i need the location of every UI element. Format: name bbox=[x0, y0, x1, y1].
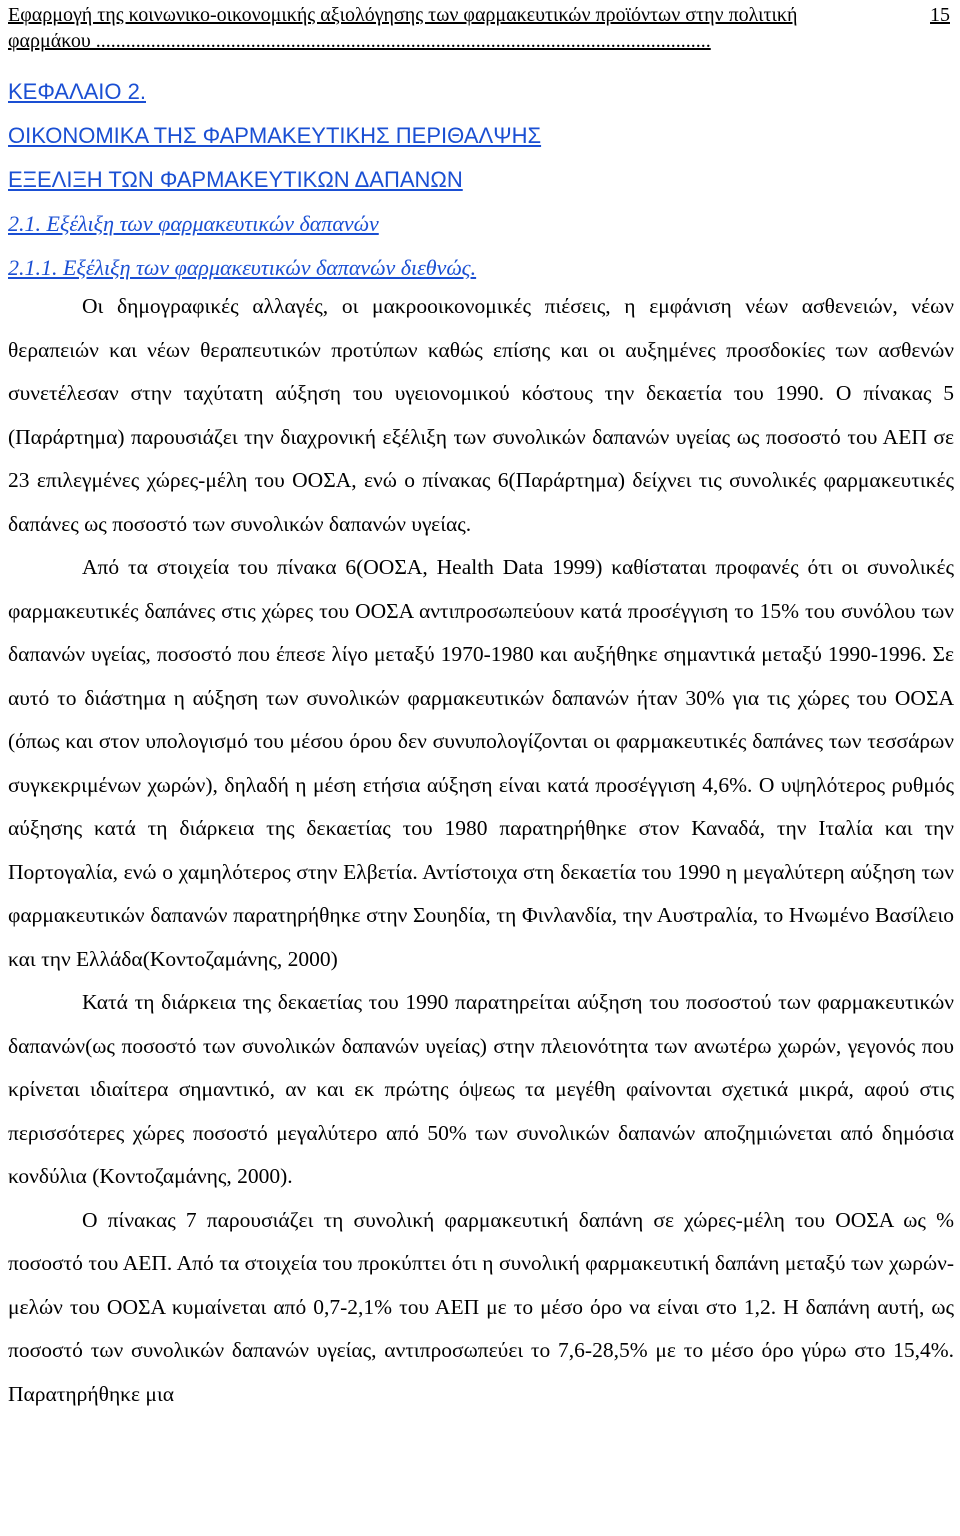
page-header bbox=[8, 2, 952, 54]
paragraph: Κατά τη διάρκεια της δεκαετίας του 1990 παρατηρείται αύξηση του ποσοστού των φαρμακευτικών δαπανών(ως ποσοστό των συνολικών δαπανών υγείας) στην πλειονότητα των ανωτέρω χωρών, γεγονός που κρίνεται ιδιαίτερα σημαντικό, αν και εκ πρώτης όψεως τα μεγέθη φαίνονται σχετικά μικρά, αφού στις περισσότερες χώρες ποσοστό μεγαλύτερο από 50% των συνολικών δαπανών αποζημιώνεται από δημόσια κονδύλια (Κοντοζαμάνης, 2000). bbox=[8, 990, 954, 1188]
paragraph: Οι δημογραφικές αλλαγές, οι μακροοικονομικές πιέσεις, η εμφάνιση νέων ασθενειών, νέων θεραπειών και νέων θεραπευτικών προτύπων καθώς επίσης και οι αυξημένες προσδοκίες των ασθενών συνετέλεσαν στην ταχύτατη αύξηση του υγειονομικού κόστους την δεκαετία του 1990. Ο πίνακας 5 (Παράρτημα) παρουσιάζει την διαχρονική εξέλιξη των συνολικών δαπανών υγείας ως ποσοστό του ΑΕΠ σε 23 επιλεγμένες χώρες-μέλη του ΟΟΣΑ, ενώ ο πίνακας 6(Παράρτημα) δείχνει τις συνολικές φαρμακευτικές δαπάνες ως ποσοστό των συνολικών δαπανών υγείας. bbox=[8, 294, 954, 536]
chapter-title: ΟΙΚΟΝΟΜΙΚΑ ΤΗΣ ΦΑΡΜΑΚΕΥΤΙΚΗΣ ΠΕΡΙΘΑΛΨΗΣ bbox=[8, 123, 542, 148]
paragraph: Από τα στοιχεία του πίνακα 6(ΟΟΣΑ, Health Data 1999) καθίσταται προφανές ότι οι συνολικές φαρμακευτικές δαπάνες στις χώρες του ΟΟΣΑ αντιπροσωπεύουν κατά προσέγγιση το 15% του συνόλου των δαπανών υγείας, ποσοστό που έπεσε λίγο μεταξύ 1970-1980 και αυξήθηκε σημαντικά μεταξύ 1990-1996. Σε αυτό το διάστημα η αύξηση των συνολικών φαρμακευτικών δαπανών ήταν 30% για τις χώρες του ΟΟΣΑ (όπως και στον υπολογισμό του μέσου όρου δεν συνυπολογίζονται οι φαρμακευτικές δαπάνες των τεσσάρων συγκεκριμένων χωρών), δηλαδή η μέση ετήσια αύξηση είναι κατά προσέγγιση 4,6%. Ο υψηλότερος ρυθμός αύξησης κατά τη διάρκεια της δεκαετίας του 1980 παρατηρήθηκε στον Καναδά, την Ιταλία και την Πορτογαλία, ενώ ο χαμηλότερος στην Ελβετία. Αντίστοιχα στη δεκαετία του 1990 η μεγαλύτερη αύξηση των φαρμακευτικών δαπανών παρατηρήθηκε στην Σουηδία, τη Φινλανδία, την Αυστραλία, το Ηνωμένο Βασίλειο και την Ελλάδα(Κοντοζαμάνης, 2000) bbox=[8, 555, 954, 971]
header-line bbox=[8, 2, 952, 28]
page-number: 15 bbox=[930, 4, 950, 26]
subsection-heading: 2.1.1. Εξέλιξη των φαρμακευτικών δαπανών διεθνώς. bbox=[8, 255, 477, 280]
body-text bbox=[8, 285, 954, 1416]
section-heading: 2.1. Εξέλιξη των φαρμακευτικών δαπανών bbox=[8, 211, 379, 236]
chapter-label: ΚΕΦΑΛΑΙΟ 2. bbox=[8, 79, 146, 104]
chapter-subtitle: ΕΞΕΛΙΞΗ ΤΩΝ ΦΑΡΜΑΚΕΥΤΙΚΩΝ ΔΑΠΑΝΩΝ bbox=[8, 167, 463, 192]
paragraph: Ο πίνακας 7 παρουσιάζει τη συνολική φαρμακευτική δαπάνη σε χώρες-μέλη του ΟΟΣΑ ως % ποσοστό του ΑΕΠ. Από τα στοιχεία του προκύπτει ότι η συνολική φαρμακευτική δαπάνη μεταξύ των χωρών-μελών του ΟΟΣΑ κυμαίνεται από 0,7-2,1% του ΑΕΠ με το μέσο όρο να είναι στο 1,2. Η δαπάνη αυτή, ως ποσοστό των συνολικών δαπανών υγείας, αντιπροσωπεύει το 7,6-28,5% με το μέσο όρο γύρω στο 15,4%. Παρατηρήθηκε μια bbox=[8, 1207, 954, 1406]
header-title: Εφαρμογή της κοινωνικο-οικονομικής αξιολόγησης των φαρμακευτικών προϊόντων στην πολιτική bbox=[8, 4, 798, 26]
header-title-continuation: φαρμάκου ........................................................................................................................... bbox=[8, 30, 711, 52]
chapter-headings bbox=[8, 70, 541, 290]
